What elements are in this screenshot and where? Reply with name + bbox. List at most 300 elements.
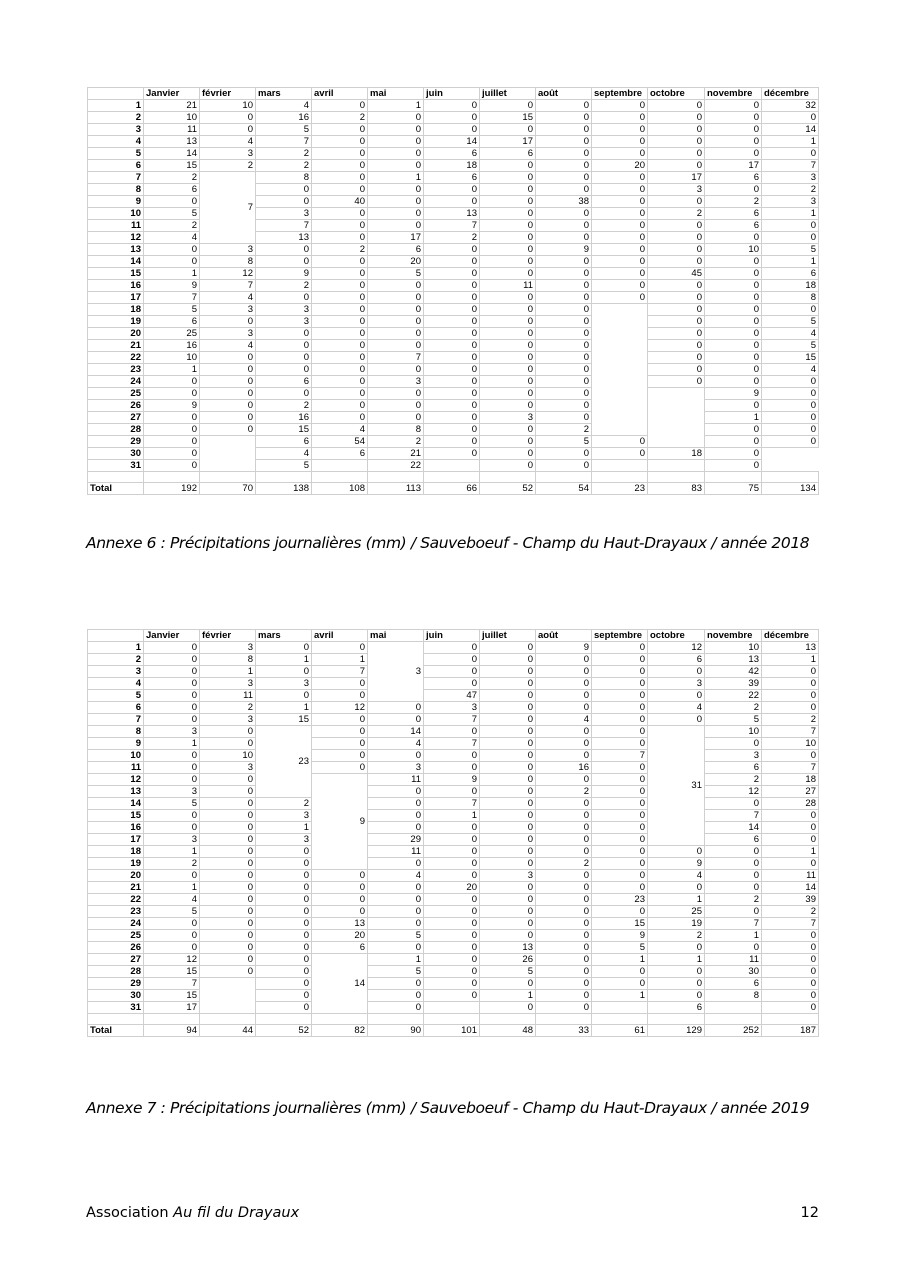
rain-cell: 0: [536, 666, 592, 678]
spacer-cell: [144, 1014, 200, 1025]
rain-cell: 0: [200, 858, 256, 870]
month-header: avril: [312, 88, 368, 100]
rain-cell: 1: [762, 654, 819, 666]
rain-cell: 7: [424, 798, 480, 810]
rain-cell: 0: [424, 750, 480, 762]
rain-cell: 0: [424, 666, 480, 678]
rain-cell: 0: [536, 1002, 592, 1014]
rain-cell: 0: [200, 894, 256, 906]
day-label: 25: [88, 930, 144, 942]
total-cell: 66: [424, 483, 480, 495]
day-label: 17: [88, 292, 144, 304]
rain-cell: 0: [536, 870, 592, 882]
rain-cell: 0: [200, 424, 256, 436]
rain-cell: 0: [424, 184, 480, 196]
day-row: [88, 448, 819, 460]
rain-cell: 17: [144, 1002, 200, 1014]
rain-cell: 0: [705, 352, 762, 364]
rain-cell: 0: [705, 906, 762, 918]
spacer-row: [88, 472, 819, 483]
rain-cell: 0: [648, 220, 705, 232]
rain-cell: 0: [200, 834, 256, 846]
rain-cell: 20: [368, 256, 424, 268]
rain-cell: 0: [424, 822, 480, 834]
rain-cell: 3: [200, 148, 256, 160]
rain-cell: 0: [480, 978, 536, 990]
rain-cell: 2: [536, 858, 592, 870]
rain-cell: 5: [762, 340, 819, 352]
footer-org-prefix: Association: [86, 1205, 174, 1221]
day-label: 31: [88, 1002, 144, 1014]
spacer-cell: [368, 472, 424, 483]
rain-cell: 0: [312, 678, 368, 690]
rain-cell: 0: [312, 388, 368, 400]
day-label: 24: [88, 918, 144, 930]
rain-cell: 0: [705, 184, 762, 196]
rain-cell: 0: [480, 834, 536, 846]
rain-cell: 2: [256, 148, 312, 160]
rain-cell: 2: [144, 220, 200, 232]
rain-cell: 0: [648, 966, 705, 978]
day-row: [88, 642, 819, 654]
day-label: 12: [88, 774, 144, 786]
rain-cell: 0: [648, 100, 705, 112]
rain-cell: 0: [256, 690, 312, 702]
rain-cell: 0: [256, 196, 312, 208]
spacer-cell: [424, 1014, 480, 1025]
rain-cell: 0: [424, 352, 480, 364]
rain-cell: 0: [648, 316, 705, 328]
day-label: 11: [88, 220, 144, 232]
rain-cell: [200, 436, 256, 472]
rain-cell: 0: [536, 990, 592, 1002]
rain-cell: 10: [200, 100, 256, 112]
rain-cell: 0: [256, 954, 312, 966]
rain-cell: 0: [144, 810, 200, 822]
rain-cell: 0: [762, 678, 819, 690]
rain-cell: 23: [256, 726, 312, 798]
total-cell: 82: [312, 1025, 368, 1037]
day-row: [88, 400, 819, 412]
rain-cell: 18: [424, 160, 480, 172]
rain-cell: 1: [592, 990, 648, 1002]
rain-cell: 0: [368, 1002, 424, 1014]
rain-cell: 0: [762, 702, 819, 714]
rain-cell: 6: [705, 220, 762, 232]
rain-cell: 0: [536, 400, 592, 412]
rain-cell: 0: [368, 750, 424, 762]
rain-cell: 0: [424, 112, 480, 124]
rain-cell: 6: [480, 148, 536, 160]
rain-cell: 0: [480, 822, 536, 834]
day-row: [88, 990, 819, 1002]
day-label: 31: [88, 460, 144, 472]
rain-cell: 26: [480, 954, 536, 966]
day-row: [88, 750, 819, 762]
day-row: [88, 834, 819, 846]
rain-cell: 0: [368, 786, 424, 798]
rain-cell: 0: [648, 196, 705, 208]
rain-cell: 1: [480, 990, 536, 1002]
rain-cell: 0: [648, 160, 705, 172]
rain-cell: 13: [312, 918, 368, 930]
total-cell: 52: [480, 483, 536, 495]
rain-cell: 0: [368, 714, 424, 726]
rain-cell: 0: [200, 316, 256, 328]
rain-cell: 0: [256, 388, 312, 400]
rain-cell: 0: [536, 208, 592, 220]
rain-cell: 0: [536, 810, 592, 822]
rain-cell: 1: [368, 100, 424, 112]
spacer-cell: [368, 1014, 424, 1025]
rain-cell: 2: [256, 400, 312, 412]
rain-cell: 15: [144, 160, 200, 172]
total-cell: 138: [256, 483, 312, 495]
rain-cell: 0: [200, 726, 256, 738]
day-row: [88, 726, 819, 738]
rain-cell: 0: [480, 232, 536, 244]
day-label: 10: [88, 208, 144, 220]
rain-cell: 0: [480, 160, 536, 172]
rain-cell: 3: [200, 678, 256, 690]
rain-cell: 0: [480, 726, 536, 738]
rain-cell: 3: [256, 316, 312, 328]
rain-cell: 0: [144, 714, 200, 726]
day-label: 23: [88, 906, 144, 918]
rain-cell: 3: [762, 196, 819, 208]
day-row: [88, 424, 819, 436]
rain-cell: 54: [312, 436, 368, 448]
rain-cell: 0: [536, 220, 592, 232]
rain-cell: 0: [424, 292, 480, 304]
rain-cell: 0: [144, 436, 200, 448]
rain-cell: 21: [144, 100, 200, 112]
rain-cell: [592, 460, 648, 472]
rain-cell: 20: [312, 930, 368, 942]
rain-cell: 0: [312, 148, 368, 160]
day-label: 6: [88, 702, 144, 714]
total-cell: 70: [200, 483, 256, 495]
rain-cell: 0: [592, 124, 648, 136]
rain-cell: 5: [256, 460, 312, 472]
day-row: [88, 184, 819, 196]
day-row: [88, 654, 819, 666]
rain-cell: 0: [480, 256, 536, 268]
month-header: avril: [312, 630, 368, 642]
rain-cell: 0: [424, 268, 480, 280]
rain-cell: 0: [592, 172, 648, 184]
spacer-cell: [312, 472, 368, 483]
day-label: 3: [88, 666, 144, 678]
rain-cell: 0: [200, 822, 256, 834]
rain-cell: 16: [256, 412, 312, 424]
day-row: [88, 942, 819, 954]
rain-cell: 39: [762, 894, 819, 906]
rain-cell: 0: [200, 738, 256, 750]
footer-org-name: Au fil du Drayaux: [173, 1205, 300, 1221]
rain-cell: 0: [256, 244, 312, 256]
page-number: 12: [800, 1205, 819, 1221]
rain-cell: 0: [648, 666, 705, 678]
rain-cell: 0: [536, 846, 592, 858]
rain-cell: 0: [256, 846, 312, 858]
rain-cell: 2: [648, 208, 705, 220]
rain-cell: 0: [536, 184, 592, 196]
day-row: [88, 858, 819, 870]
rain-cell: 9: [536, 642, 592, 654]
rain-cell: 0: [144, 654, 200, 666]
rain-cell: 1: [368, 172, 424, 184]
day-label: 24: [88, 376, 144, 388]
rain-cell: 0: [592, 136, 648, 148]
rain-cell: 0: [480, 918, 536, 930]
rain-cell: 9: [256, 268, 312, 280]
rain-cell: 2: [648, 930, 705, 942]
day-label: 2: [88, 654, 144, 666]
rain-cell: 0: [480, 100, 536, 112]
month-header: juin: [424, 88, 480, 100]
rain-cell: 0: [312, 726, 368, 738]
rain-cell: 1: [256, 822, 312, 834]
rain-cell: 9: [424, 774, 480, 786]
day-row: [88, 292, 819, 304]
day-label: 5: [88, 690, 144, 702]
rain-cell: 0: [424, 376, 480, 388]
rain-cell: 0: [368, 798, 424, 810]
day-row: [88, 906, 819, 918]
rain-cell: 0: [144, 412, 200, 424]
rain-cell: 13: [144, 136, 200, 148]
rain-cell: 7: [705, 810, 762, 822]
rain-cell: 0: [592, 292, 648, 304]
rain-cell: 12: [705, 786, 762, 798]
month-header: juillet: [480, 630, 536, 642]
rain-cell: 1: [144, 268, 200, 280]
rain-cell: 0: [762, 232, 819, 244]
rain-cell: 0: [424, 256, 480, 268]
rain-cell: 0: [648, 244, 705, 256]
rain-cell: 4: [536, 714, 592, 726]
rain-cell: 0: [144, 376, 200, 388]
rain-cell: 0: [648, 942, 705, 954]
day-row: [88, 894, 819, 906]
rain-cell: 0: [480, 352, 536, 364]
spacer-cell: [200, 472, 256, 483]
rain-cell: 13: [480, 942, 536, 954]
rain-cell: 0: [368, 124, 424, 136]
corner-cell: [88, 630, 144, 642]
rain-cell: 0: [705, 798, 762, 810]
day-row: [88, 208, 819, 220]
header-row: [88, 630, 819, 642]
rain-cell: 6: [705, 172, 762, 184]
rain-cell: 0: [256, 328, 312, 340]
rain-cell: 9: [592, 930, 648, 942]
day-label: 26: [88, 942, 144, 954]
rain-cell: 2: [762, 906, 819, 918]
day-row: [88, 244, 819, 256]
rain-cell: 15: [592, 918, 648, 930]
rain-cell: 14: [762, 882, 819, 894]
day-label: 14: [88, 798, 144, 810]
month-header: Janvier: [144, 88, 200, 100]
rain-cell: [592, 1002, 648, 1014]
rain-cell: 0: [200, 930, 256, 942]
rain-cell: 5: [368, 966, 424, 978]
rain-cell: 0: [762, 666, 819, 678]
month-header: septembre: [592, 630, 648, 642]
rain-cell: 0: [762, 834, 819, 846]
total-cell: 113: [368, 483, 424, 495]
rain-cell: 0: [368, 412, 424, 424]
rain-cell: 0: [536, 376, 592, 388]
rain-cell: 0: [592, 714, 648, 726]
rain-cell: 9: [705, 388, 762, 400]
rain-cell: 8: [368, 424, 424, 436]
rain-cell: 6: [705, 762, 762, 774]
rain-cell: 0: [592, 882, 648, 894]
rain-cell: 0: [480, 702, 536, 714]
rain-cell: 0: [424, 400, 480, 412]
rain-cell: 29: [368, 834, 424, 846]
rain-cell: 0: [424, 894, 480, 906]
rain-cell: 0: [312, 328, 368, 340]
rain-cell: 9: [144, 280, 200, 292]
spacer-cell: [88, 1014, 144, 1025]
rain-cell: 2: [762, 714, 819, 726]
table-caption-2019: Annexe 7 : Précipitations journalières (mm) / Sauveboeuf - Champ du Haut-Drayaux / année 2019: [86, 1099, 810, 1117]
rain-cell: 1: [762, 256, 819, 268]
month-header: mai: [368, 630, 424, 642]
rain-cell: 0: [480, 328, 536, 340]
rain-cell: 20: [424, 882, 480, 894]
rain-cell: 7: [424, 738, 480, 750]
rain-cell: 0: [312, 316, 368, 328]
rain-cell: 0: [480, 1002, 536, 1014]
rain-cell: 6: [256, 436, 312, 448]
rain-cell: 4: [200, 292, 256, 304]
total-cell: 48: [480, 1025, 536, 1037]
rain-cell: 0: [480, 364, 536, 376]
rain-cell: 1: [200, 666, 256, 678]
rain-cell: 0: [144, 196, 200, 208]
rain-cell: 0: [200, 942, 256, 954]
rain-cell: 0: [705, 328, 762, 340]
day-row: [88, 930, 819, 942]
rain-cell: 0: [592, 112, 648, 124]
month-header: décembre: [762, 88, 819, 100]
spacer-cell: [536, 1014, 592, 1025]
rain-cell: 0: [312, 280, 368, 292]
rain-cell: 5: [256, 124, 312, 136]
total-cell: 187: [762, 1025, 819, 1037]
rain-cell: 8: [705, 990, 762, 1002]
rain-cell: 0: [536, 412, 592, 424]
rain-cell: 0: [144, 690, 200, 702]
spacer-cell: [705, 1014, 762, 1025]
rain-cell: 0: [424, 196, 480, 208]
spacer-cell: [424, 472, 480, 483]
header-row: [88, 88, 819, 100]
rain-cell: 7: [144, 292, 200, 304]
rain-cell: 0: [424, 328, 480, 340]
rain-cell: 0: [648, 328, 705, 340]
rain-cell: 0: [536, 112, 592, 124]
rain-cell: 11: [200, 690, 256, 702]
rain-cell: 0: [480, 906, 536, 918]
rain-cell: 7: [705, 918, 762, 930]
rain-cell: 21: [368, 448, 424, 460]
rain-cell: 0: [256, 966, 312, 978]
rain-cell: 0: [536, 148, 592, 160]
rain-cell: 7: [424, 714, 480, 726]
rain-cell: 16: [536, 762, 592, 774]
rain-cell: 0: [480, 858, 536, 870]
total-cell: 61: [592, 1025, 648, 1037]
day-row: [88, 762, 819, 774]
rain-cell: 7: [256, 136, 312, 148]
rain-cell: 28: [762, 798, 819, 810]
rain-cell: 0: [762, 376, 819, 388]
rain-cell: 11: [705, 954, 762, 966]
rain-cell: 3: [648, 184, 705, 196]
rain-cell: 11: [368, 846, 424, 858]
rain-cell: 0: [648, 136, 705, 148]
rain-cell: 0: [762, 978, 819, 990]
rain-cell: 2: [144, 858, 200, 870]
spacer-cell: [536, 472, 592, 483]
day-row: [88, 436, 819, 448]
rain-cell: 0: [592, 858, 648, 870]
rain-cell: 0: [312, 256, 368, 268]
rain-cell: 0: [536, 328, 592, 340]
day-label: 8: [88, 184, 144, 196]
rain-cell: 0: [368, 858, 424, 870]
rain-cell: 0: [256, 990, 312, 1002]
rain-cell: 6: [648, 654, 705, 666]
rain-cell: 27: [762, 786, 819, 798]
day-label: 15: [88, 268, 144, 280]
rain-cell: 3: [368, 762, 424, 774]
rain-cell: 0: [536, 678, 592, 690]
rain-cell: 0: [705, 942, 762, 954]
total-cell: 44: [200, 1025, 256, 1037]
rain-cell: 0: [144, 448, 200, 460]
rain-cell: 0: [648, 124, 705, 136]
rain-cell: 0: [480, 244, 536, 256]
rain-cell: 0: [368, 220, 424, 232]
spacer-cell: [312, 1014, 368, 1025]
rain-cell: 0: [480, 762, 536, 774]
rain-cell: 0: [480, 292, 536, 304]
rain-cell: 0: [762, 822, 819, 834]
day-label: 18: [88, 846, 144, 858]
rain-cell: 0: [200, 124, 256, 136]
rain-cell: 7: [312, 666, 368, 678]
rain-cell: 4: [144, 232, 200, 244]
day-row: [88, 786, 819, 798]
rain-cell: 0: [762, 930, 819, 942]
rain-cell: 11: [480, 280, 536, 292]
rain-cell: 0: [256, 870, 312, 882]
rain-cell: 0: [480, 220, 536, 232]
day-label: 21: [88, 340, 144, 352]
day-row: [88, 822, 819, 834]
rain-cell: 3: [368, 642, 424, 702]
rain-cell: 0: [592, 208, 648, 220]
rain-cell: [648, 388, 705, 448]
rain-cell: 0: [592, 870, 648, 882]
